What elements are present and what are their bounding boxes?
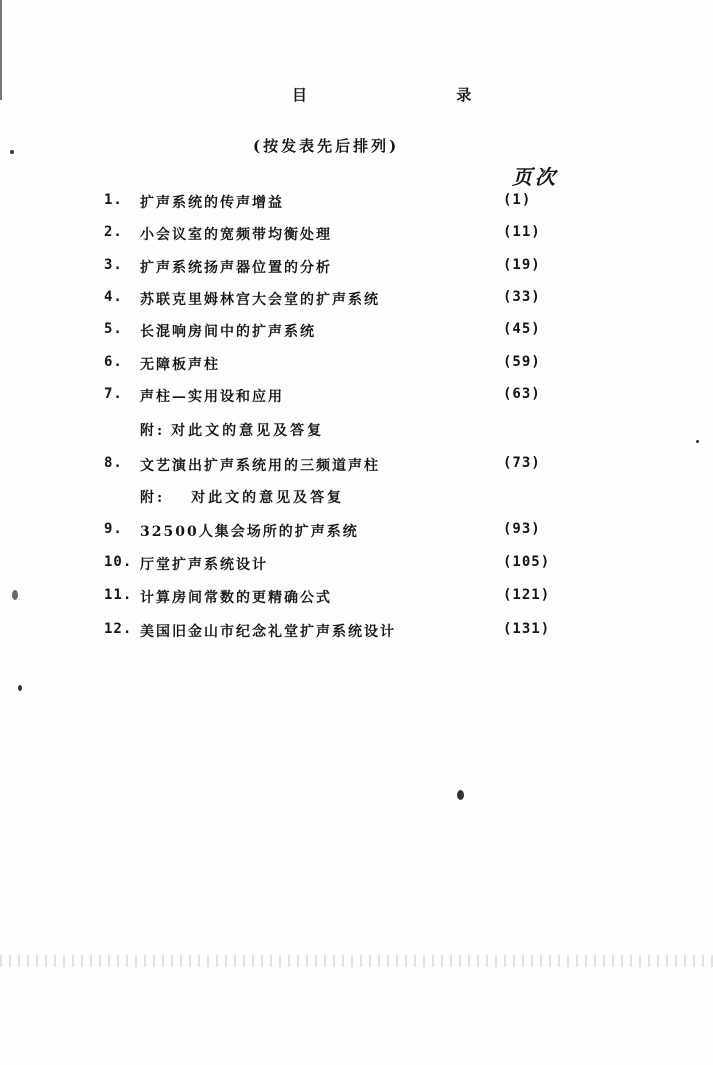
scan-speck <box>457 790 464 800</box>
entry-title: 扩声系统的传声增益 <box>140 195 284 211</box>
entry-page: (45) <box>503 321 541 337</box>
entry-number: 1. <box>104 192 123 208</box>
appendix-label: 附: <box>140 490 166 506</box>
entry-page: (63) <box>503 386 541 402</box>
entry-title: 声柱—实用设和应用 <box>140 389 284 405</box>
page-title: 目 录 <box>292 86 544 104</box>
appendix-note <box>140 420 324 440</box>
entry-page: (59) <box>503 354 541 370</box>
toc-entry <box>0 352 713 376</box>
toc-entry <box>0 287 713 311</box>
entry-number: 4. <box>104 289 123 305</box>
page-subtitle: (按发表先后排列) <box>253 137 400 155</box>
entry-title: 小会议室的宽频带均衡处理 <box>140 227 332 243</box>
entry-page: (11) <box>503 224 541 240</box>
entry-title: 苏联克里姆林宫大会堂的扩声系统 <box>140 292 380 308</box>
appendix-text: 对此文的意见及答复 <box>191 490 345 506</box>
entry-title: 32500人集会场所的扩声系统 <box>140 524 359 540</box>
entry-page: (1) <box>503 192 532 208</box>
entry-title: 长混响房间中的扩声系统 <box>140 324 316 340</box>
entry-title: 厅堂扩声系统设计 <box>140 557 268 573</box>
toc-entry <box>0 619 713 643</box>
toc-entry <box>0 552 713 576</box>
entry-number: 10. <box>104 554 133 570</box>
entry-title: 文艺演出扩声系统用的三频道声柱 <box>140 458 380 474</box>
entry-number: 6. <box>104 354 123 370</box>
entry-page: (33) <box>503 289 541 305</box>
toc-entry <box>0 190 713 214</box>
entry-title: 美国旧金山市纪念礼堂扩声系统设计 <box>140 624 396 640</box>
toc-entry <box>0 519 713 543</box>
toc-entry <box>0 319 713 343</box>
entry-number: 3. <box>104 257 123 273</box>
entry-page: (105) <box>503 554 551 570</box>
entry-page: (93) <box>503 521 541 537</box>
entry-page: (131) <box>503 621 551 637</box>
toc-entry <box>0 453 713 477</box>
entry-number: 2. <box>104 224 123 240</box>
toc-entry <box>0 384 713 408</box>
entry-title: 扩声系统扬声器位置的分析 <box>140 260 332 276</box>
entry-number: 12. <box>104 621 133 637</box>
entry-page: (121) <box>503 587 551 603</box>
scan-noise <box>0 955 713 967</box>
scan-edge <box>0 0 2 100</box>
entry-page: (19) <box>503 257 541 273</box>
scan-speck <box>12 590 18 600</box>
toc-entry <box>0 222 713 246</box>
entry-number: 8. <box>104 455 123 471</box>
toc-entry <box>0 585 713 609</box>
entry-number: 9. <box>104 521 123 537</box>
scan-speck <box>10 150 14 154</box>
scan-speck <box>696 440 699 443</box>
page-column-header: 页次 <box>512 165 558 189</box>
appendix-label: 附: <box>140 423 166 439</box>
scan-speck <box>18 685 22 691</box>
entry-title: 计算房间常数的更精确公式 <box>140 590 332 606</box>
entry-page: (73) <box>503 455 541 471</box>
entry-title: 无障板声柱 <box>140 357 220 373</box>
appendix-note <box>140 487 344 507</box>
entry-number: 7. <box>104 386 123 402</box>
appendix-text: 对此文的意见及答复 <box>171 423 325 439</box>
toc-entry <box>0 255 713 279</box>
entry-number: 5. <box>104 321 123 337</box>
entry-number: 11. <box>104 587 133 603</box>
